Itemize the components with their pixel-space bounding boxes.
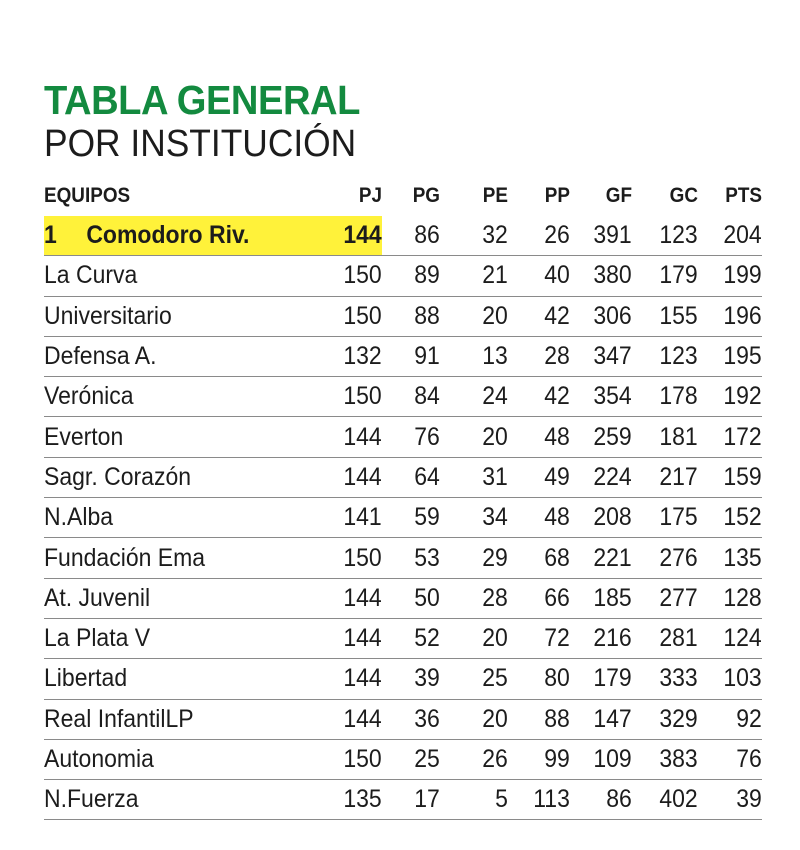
cell-pj: 144 (266, 618, 382, 658)
cell-team: Real InfantilLP (44, 699, 266, 739)
table-header-row (44, 176, 762, 216)
cell-pts: 92 (698, 699, 762, 739)
leader-team-name: Comodoro Riv. (86, 221, 250, 250)
cell-pg: 39 (382, 659, 440, 699)
cell-pg: 50 (382, 578, 440, 618)
header-team: EQUIPOS (44, 184, 131, 207)
cell-team: N.Fuerza (44, 780, 266, 820)
cell-pg: 36 (382, 699, 440, 739)
table-row (44, 699, 762, 739)
cell-gf: 354 (570, 377, 632, 417)
cell-pts: 152 (698, 498, 762, 538)
cell-gc: 175 (632, 498, 698, 538)
cell-pp: 113 (508, 780, 570, 820)
cell-pts: 124 (698, 618, 762, 658)
cell-gc: 123 (632, 336, 698, 376)
cell-gf: 179 (570, 659, 632, 699)
cell-team: Defensa A. (44, 336, 266, 376)
cell-pts: 103 (698, 659, 762, 699)
cell-pts: 135 (698, 538, 762, 578)
cell-gf: 109 (570, 739, 632, 779)
cell-team: La Plata V (44, 618, 266, 658)
header-pe: PE (482, 184, 508, 207)
cell-pp: 40 (508, 256, 570, 296)
table-row (44, 256, 762, 296)
table-row (44, 538, 762, 578)
header-pj: PJ (358, 184, 382, 207)
cell-gc: 276 (632, 538, 698, 578)
cell-pp: 80 (508, 659, 570, 699)
cell-team: Libertad (44, 659, 266, 699)
cell-pj: 150 (266, 538, 382, 578)
cell-pg: 89 (382, 256, 440, 296)
cell-gc: 277 (632, 578, 698, 618)
cell-gf: 86 (570, 780, 632, 820)
header-pts: PTS (725, 184, 762, 207)
table-row (44, 618, 762, 658)
header-gc: GC (669, 184, 698, 207)
cell-gf: 221 (570, 538, 632, 578)
cell-team: Sagr. Corazón (44, 457, 266, 497)
cell-pp: 88 (508, 699, 570, 739)
cell-pe: 20 (440, 417, 508, 457)
cell-gc: 281 (632, 618, 698, 658)
header-gf: GF (605, 184, 632, 207)
table-row (44, 780, 762, 820)
cell-pe: 20 (440, 618, 508, 658)
cell-pj: 150 (266, 296, 382, 336)
cell-pj: 144 (266, 457, 382, 497)
header-pg: PG (412, 184, 440, 207)
leader-pj: 144 (266, 216, 382, 256)
cell-gc: 179 (632, 256, 698, 296)
leader-pe: 32 (440, 216, 508, 256)
cell-pe: 24 (440, 377, 508, 417)
header-pp: PP (544, 184, 570, 207)
cell-pe: 20 (440, 296, 508, 336)
cell-gf: 147 (570, 699, 632, 739)
cell-gf: 347 (570, 336, 632, 376)
leader-pg: 86 (382, 216, 440, 256)
cell-pp: 72 (508, 618, 570, 658)
cell-pp: 49 (508, 457, 570, 497)
cell-pp: 48 (508, 498, 570, 538)
cell-pp: 48 (508, 417, 570, 457)
cell-pg: 25 (382, 739, 440, 779)
cell-pe: 13 (440, 336, 508, 376)
cell-gf: 306 (570, 296, 632, 336)
leader-row (44, 216, 762, 256)
cell-pts: 196 (698, 296, 762, 336)
leader-pts: 204 (698, 216, 762, 256)
cell-pg: 76 (382, 417, 440, 457)
cell-gf: 259 (570, 417, 632, 457)
table-row (44, 739, 762, 779)
table-row (44, 578, 762, 618)
cell-pj: 150 (266, 739, 382, 779)
cell-pp: 68 (508, 538, 570, 578)
cell-pj: 150 (266, 377, 382, 417)
cell-pe: 28 (440, 578, 508, 618)
cell-team: Autonomia (44, 739, 266, 779)
cell-pj: 144 (266, 699, 382, 739)
cell-pe: 26 (440, 739, 508, 779)
cell-team: Everton (44, 417, 266, 457)
cell-gc: 181 (632, 417, 698, 457)
cell-gf: 208 (570, 498, 632, 538)
cell-pg: 52 (382, 618, 440, 658)
table-row (44, 659, 762, 699)
table-row (44, 377, 762, 417)
cell-gf: 224 (570, 457, 632, 497)
cell-pe: 34 (440, 498, 508, 538)
cell-pg: 53 (382, 538, 440, 578)
table-row (44, 457, 762, 497)
cell-pp: 28 (508, 336, 570, 376)
leader-team-cell (44, 216, 266, 256)
cell-pj: 144 (266, 659, 382, 699)
standings-panel (44, 78, 762, 820)
cell-gc: 333 (632, 659, 698, 699)
cell-team: Fundación Ema (44, 538, 266, 578)
cell-gc: 383 (632, 739, 698, 779)
cell-pe: 20 (440, 699, 508, 739)
cell-pts: 192 (698, 377, 762, 417)
cell-team: La Curva (44, 256, 266, 296)
cell-pj: 144 (266, 417, 382, 457)
cell-gc: 217 (632, 457, 698, 497)
cell-pg: 88 (382, 296, 440, 336)
cell-pe: 25 (440, 659, 508, 699)
cell-pts: 39 (698, 780, 762, 820)
table-row (44, 498, 762, 538)
cell-gc: 178 (632, 377, 698, 417)
page-title: TABLA GENERAL (44, 77, 360, 123)
leader-gc: 123 (632, 216, 698, 256)
cell-team: Verónica (44, 377, 266, 417)
cell-gc: 155 (632, 296, 698, 336)
cell-pj: 144 (266, 578, 382, 618)
cell-pts: 159 (698, 457, 762, 497)
table-row (44, 417, 762, 457)
cell-pp: 99 (508, 739, 570, 779)
cell-pts: 199 (698, 256, 762, 296)
cell-pts: 128 (698, 578, 762, 618)
cell-pe: 31 (440, 457, 508, 497)
table-row (44, 336, 762, 376)
cell-pj: 135 (266, 780, 382, 820)
cell-pts: 195 (698, 336, 762, 376)
cell-pg: 64 (382, 457, 440, 497)
cell-pg: 84 (382, 377, 440, 417)
cell-gc: 329 (632, 699, 698, 739)
cell-pg: 59 (382, 498, 440, 538)
cell-pts: 76 (698, 739, 762, 779)
cell-gc: 402 (632, 780, 698, 820)
cell-team: Universitario (44, 296, 266, 336)
cell-pp: 42 (508, 296, 570, 336)
cell-team: At. Juvenil (44, 578, 266, 618)
cell-team: N.Alba (44, 498, 266, 538)
cell-pg: 17 (382, 780, 440, 820)
cell-pe: 29 (440, 538, 508, 578)
cell-pj: 132 (266, 336, 382, 376)
table-row (44, 296, 762, 336)
cell-pts: 172 (698, 417, 762, 457)
cell-pe: 21 (440, 256, 508, 296)
cell-pj: 150 (266, 256, 382, 296)
cell-gf: 185 (570, 578, 632, 618)
cell-gf: 380 (570, 256, 632, 296)
cell-pg: 91 (382, 336, 440, 376)
cell-pp: 66 (508, 578, 570, 618)
cell-pe: 5 (440, 780, 508, 820)
standings-table (44, 176, 762, 820)
leader-gf: 391 (570, 216, 632, 256)
leader-rank: 1 (44, 221, 57, 250)
cell-gf: 216 (570, 618, 632, 658)
page-subtitle: POR INSTITUCIÓN (44, 123, 357, 165)
cell-pp: 42 (508, 377, 570, 417)
cell-pj: 141 (266, 498, 382, 538)
leader-pp: 26 (508, 216, 570, 256)
